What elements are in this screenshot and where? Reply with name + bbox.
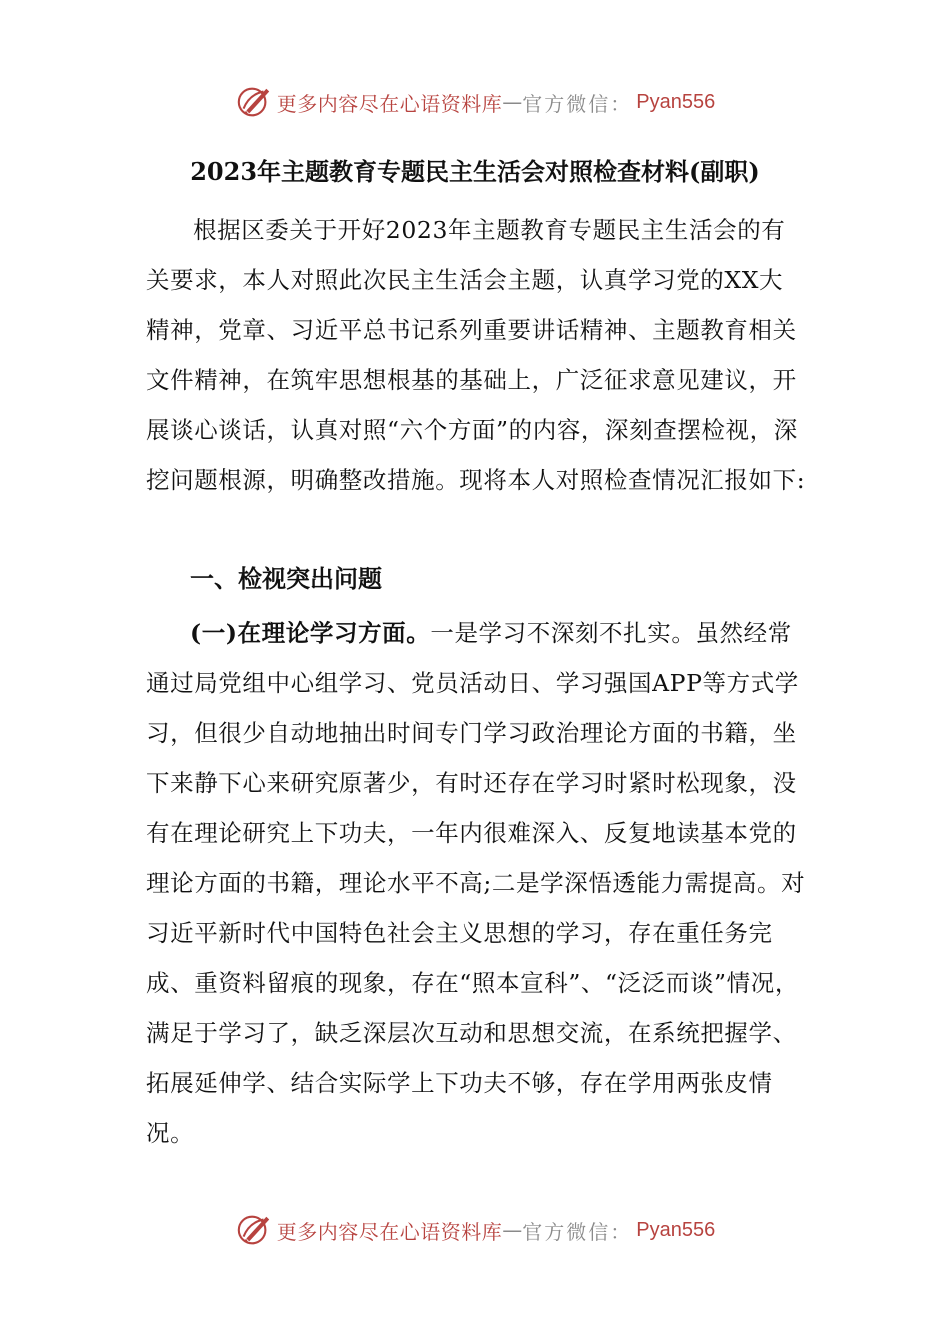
banner-wechat-id: Pyan556 <box>636 90 716 113</box>
banner-wechat-id: Pyan556 <box>636 1218 716 1241</box>
section-1-paragraph <box>146 608 806 1158</box>
banner-dash: — <box>502 90 523 114</box>
banner-main-text: 更多内容尽在心语资料库 <box>276 91 503 116</box>
banner-dash: — <box>502 1218 523 1242</box>
banner-sub-text: 官方微信： <box>522 91 633 116</box>
section-heading-1: 一、检视突出问题 <box>190 564 382 593</box>
pen-logo-icon <box>235 1211 273 1249</box>
pen-logo-icon <box>235 83 273 121</box>
banner-sub-text: 官方微信： <box>522 1219 633 1244</box>
document-title: 2023年主题教育专题民主生活会对照检查材料(副职) <box>190 157 760 186</box>
footer-watermark-banner <box>0 1208 950 1252</box>
intro-paragraph: 根据区委关于开好2023年主题教育专题民主生活会的有关要求，本人对照此次民主生活会主题，认真学习党的XX大精神，党章、习近平总书记系列重要讲话精神、主题教育相关文件精神，在筑牢思想根基的基础上，广泛征求意见建议，开展谈心谈话，认真对照“六个方面”的内容，深刻查摆检视，深挖问题根源，明确整改措施。现将本人对照检查情况汇报如下: <box>146 216 806 494</box>
header-watermark-banner <box>0 80 950 124</box>
section-1-body: 一是学习不深刻不扎实。虽然经常通过局党组中心组学习、党员活动日、学习强国APP等方式学习，但很少自动地抽出时间专门学习政治理论方面的书籍，坐下来静下心来研究原著少，有时还存在学习时紧时松现象，没有在理论研究上下功夫，一年内很难深入、反复地读基本党的理论方面的书籍，理论水平不高;二是学深悟透能力需提高。对习近平新时代中国特色社会主义思想的学习，存在重任务完成、重资料留痕的现象，存在“照本宣科”、“泛泛而谈”情况，满足于学习了，缺乏深层次互动和思想交流，在系统把握学、拓展延伸学、结合实际学上下功夫不够，存在学用两张皮情况。 <box>146 619 806 1147</box>
banner-main-text: 更多内容尽在心语资料库 <box>276 1219 503 1244</box>
section-1-lead: (一)在理论学习方面。 <box>190 619 431 647</box>
